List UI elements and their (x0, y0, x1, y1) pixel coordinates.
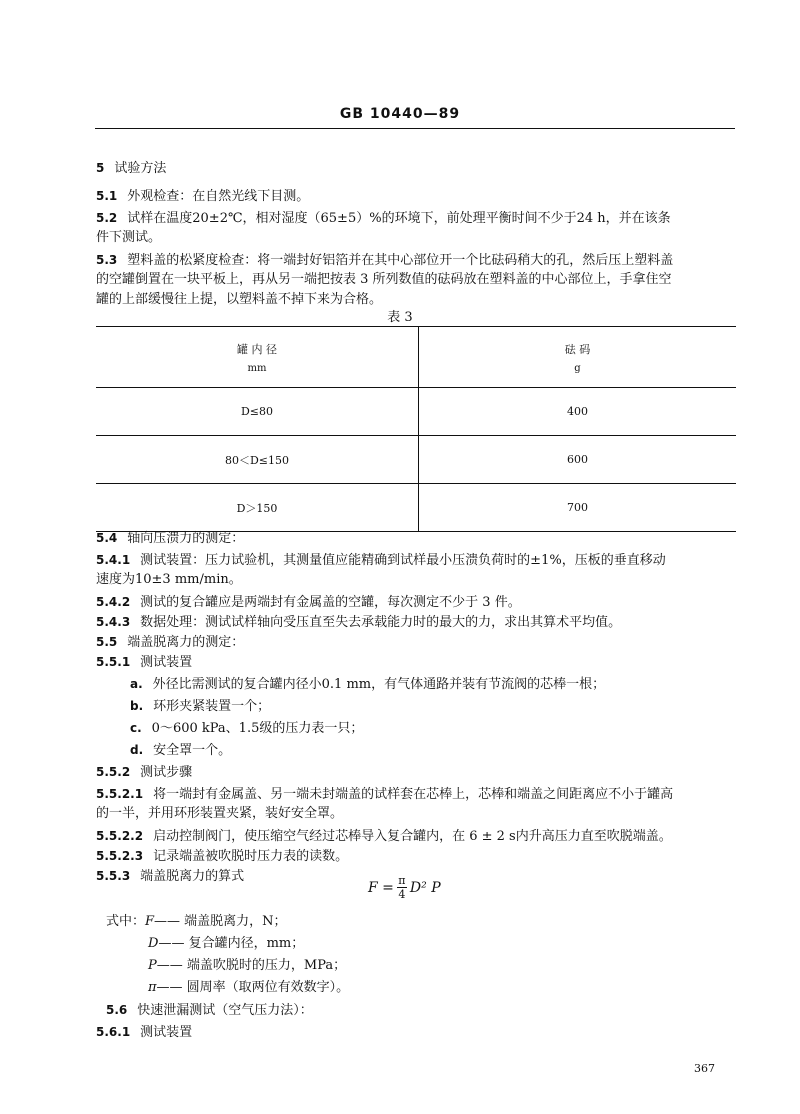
standard-code: GB 10440—89 (339, 106, 461, 122)
section-5-1: 5.1 外观检查：在自然光线下目测。 (96, 189, 310, 204)
table-cell-range: 80＜D≤150 (96, 436, 419, 484)
page-number: 367 (694, 1062, 715, 1075)
table-3-caption: 表 3 (387, 310, 413, 325)
table-cell-range: D≤80 (96, 388, 419, 436)
table-row (96, 436, 736, 484)
header-rule (95, 128, 735, 129)
table-3 (96, 326, 736, 532)
formula: F = $\frac{\pi}{4}$ D² P (368, 874, 441, 901)
section-5-5-2: 5.5.2 测试步骤 (96, 765, 193, 780)
table-row (96, 484, 736, 532)
table-cell-weight: 700 (419, 484, 737, 532)
section-5-5-2-1-line1: 5.5.2.1 将一端封有金属盖、另一端未封端盖的试样套在芯棒上，芯棒和端盖之间距离应不小于罐高 (96, 787, 674, 802)
section-5-heading: 5 试验方法 (96, 161, 167, 176)
formula-legend-line: 式中：F—— 端盖脱离力，N； (106, 914, 287, 929)
section-5-4-1-line2: 速度为10±3 mm/min。 (96, 572, 242, 587)
table-cell-weight: 400 (419, 388, 737, 436)
section-5-4-2: 5.4.2 测试的复合罐应是两端封有金属盖的空罐，每次测定不少于 3 件。 (96, 595, 521, 610)
section-5-6: 5.6 快速泄漏测试（空气压力法）： (106, 1003, 313, 1018)
section-5-5: 5.5 端盖脱离力的测定： (96, 635, 245, 650)
formula-legend-line: P—— 端盖吹脱时的压力，MPa； (148, 958, 347, 973)
table-row (96, 388, 736, 436)
table-cell-weight: 600 (419, 436, 737, 484)
section-5-6-1: 5.6.1 测试装置 (96, 1025, 193, 1040)
section-5-4-3: 5.4.3 数据处理：测试试样轴向受压直至失去承载能力时的最大的力，求出其算术平均值。 (96, 615, 622, 630)
section-5-5-2-3: 5.5.2.3 记录端盖被吹脱时压力表的读数。 (96, 849, 349, 864)
list-item: d. 安全罩一个。 (130, 743, 232, 758)
section-5-5-1: 5.5.1 测试装置 (96, 655, 193, 670)
list-item: b. 环形夹紧装置一个； (130, 699, 271, 714)
table-3-header-row (96, 327, 736, 388)
formula-legend-line: π—— 圆周率（取两位有效数字）。 (148, 980, 350, 995)
section-5-2-line2: 件下测试。 (96, 230, 162, 245)
table-3-col1-header: 罐 内 径 mm (96, 327, 419, 388)
section-5-4: 5.4 轴向压溃力的测定： (96, 531, 245, 546)
table-3-col2-header: 砝 码 g (419, 327, 737, 388)
section-5-3-line1: 5.3 塑料盖的松紧度检查：将一端封好铝箔并在其中心部位开一个比砝码稍大的孔，然后压上塑料盖 (96, 253, 674, 268)
formula-fraction: $\frac{\pi}{4}$ (398, 874, 406, 901)
section-5-2-line1: 5.2 试样在温度20±2℃，相对湿度（65±5）%的环境下，前处理平衡时间不少于24 h，并在该条 (96, 211, 671, 226)
list-item: c. 0～600 kPa、1.5级的压力表一只； (130, 721, 364, 736)
table-cell-range: D＞150 (96, 484, 419, 532)
section-5-3-line2: 的空罐倒置在一块平板上，再从另一端把按表 3 所列数值的砝码放在塑料盖的中心部位上，手拿住空 (96, 272, 672, 287)
section-5-5-2-1-line2: 的一半，并用环形装置夹紧，装好安全罩。 (96, 806, 344, 821)
section-5-3-line3: 罐的上部缓慢往上提，以塑料盖不掉下来为合格。 (96, 292, 383, 307)
section-5-5-3: 5.5.3 端盖脱离力的算式 (96, 869, 245, 884)
section-5-5-2-2: 5.5.2.2 启动控制阀门，使压缩空气经过芯棒导入复合罐内，在 6 ± 2 s内升高压力直至吹脱端盖。 (96, 829, 672, 844)
formula-legend-line: D—— 复合罐内径，mm； (148, 936, 305, 951)
section-5-4-1-line1: 5.4.1 测试装置：压力试验机，其测量值应能精确到试样最小压溃负荷时的±1%，压板的垂直移动 (96, 553, 666, 568)
list-item: a. 外径比需测试的复合罐内径小0.1 mm，有气体通路并装有节流阀的芯棒一根； (130, 677, 606, 692)
